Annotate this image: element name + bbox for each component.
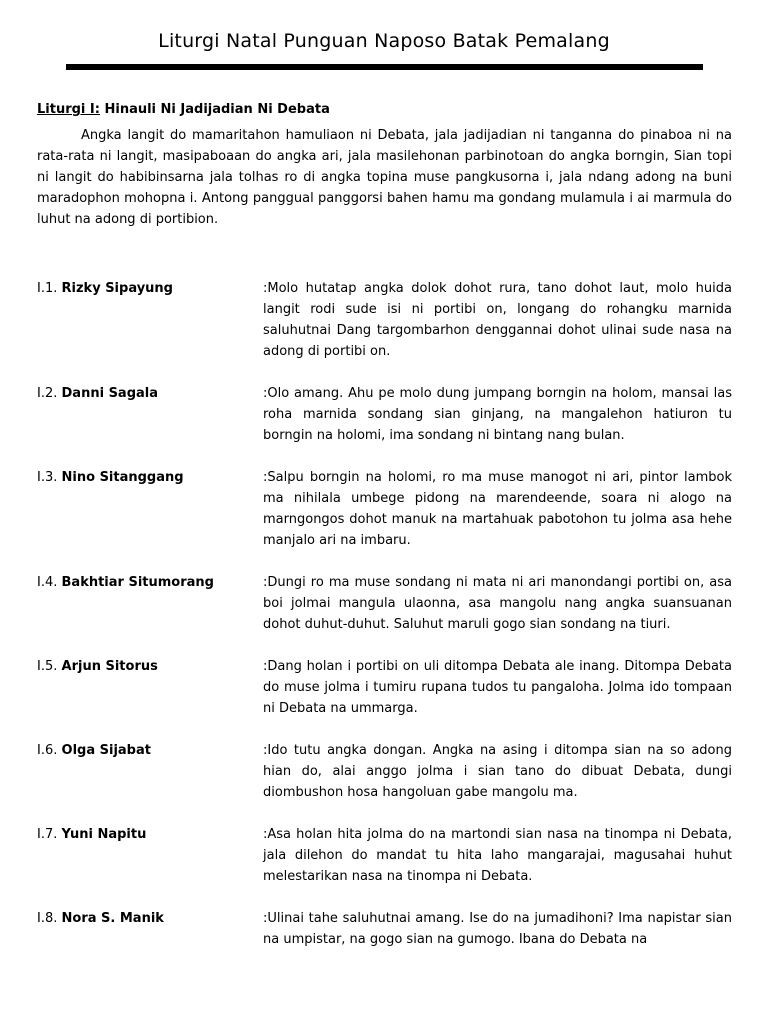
speaker-name: Yuni Napitu (61, 827, 147, 842)
page-title: Liturgi Natal Punguan Naposo Batak Pemalang (158, 30, 610, 52)
entry-text: :Asa holan hita jolma do na martondi sian nasa na tinompa ni Debata, jala dilehon do mandat tu hita laho mangarajai, magusahai huhut melestarikan nasa na tinompa ni Debata. (263, 827, 732, 884)
speaker (37, 740, 263, 803)
liturgy-entry (37, 278, 732, 362)
speaker (37, 467, 263, 551)
speaker-name: Bakhtiar Situmorang (61, 575, 214, 590)
entry-text: :Salpu borngin na holomi, ro ma muse manogot ni ari, pintor lambok ma nihilala umbege pidong na marendeende, soara ni alogo na marngongos dohot manuk na martahuak pabotohon tu jolma asa hehe manjalo ari na imbaru. (263, 470, 732, 548)
entry-text: :Dungi ro ma muse sondang ni mata ni ari manondangi portibi on, asa boi jolmai mangula ulaonna, asa mangolu nang angka suansuanan dohot duhut-duhut. Saluhut maruli gogo sian sondang na tiuri. (263, 575, 732, 632)
entry-text: :Olo amang. Ahu pe molo dung jumpang borngin na holom, mansai las roha marnida sondang sian ginjang, na mangalehon hatiuron tu borngin na holomi, ima sondang ni bintang nang bulan. (263, 386, 732, 443)
speaker-name: Danni Sagala (61, 386, 159, 401)
speaker (37, 656, 263, 719)
speaker-name: Rizky Sipayung (61, 281, 173, 296)
liturgy-entry (37, 740, 732, 803)
section-heading (37, 101, 330, 119)
entry-text: :Ido tutu angka dongan. Angka na asing i ditompa sian na so adong hian do, alai anggo jolma i sian tano do dibuat Debata, dungi diombushon hosa hangoluan gabe mangolu ma. (263, 743, 732, 800)
speaker-name: Olga Sijabat (61, 743, 151, 758)
entry-text: :Molo hutatap angka dolok dohot rura, tano dohot laut, molo huida langit rodi sude isi ni portibi on, longang do rohangku marnida saluhutnai Dang targombarhon denggannai dohot ulinai sude nasa na adong di portibi on. (263, 281, 732, 359)
section-label: Liturgi I: (37, 102, 100, 117)
intro-paragraph: Angka langit do mamaritahon hamuliaon ni Debata, jala jadijadian ni tanganna do pinaboa ni na rata-rata ni langit, masipaboaan do angka ari, jala masilehonan parbinotoan do angka borngin, Sian topi ni langit do habibinsarna jala tolhas ro di angka topina muse pangkusorna i, jala ndang adong na buni maradophon mohopna i. Antong panggual panggorsi bahen hamu ma gondang mulamula i ai marmula do luhut na adong di portibion. (37, 128, 732, 227)
speaker (37, 383, 263, 446)
entry-number: I.7. (37, 827, 58, 842)
entry-number: I.8. (37, 911, 58, 926)
entry-number: I.2. (37, 386, 58, 401)
title-divider (66, 64, 703, 70)
entry-number: I.6. (37, 743, 58, 758)
entry-number: I.3. (37, 470, 58, 485)
speaker (37, 908, 263, 950)
liturgy-entry (37, 383, 732, 446)
speaker-name: Arjun Sitorus (61, 659, 158, 674)
entry-number: I.1. (37, 281, 58, 296)
entry-text: :Dang holan i portibi on uli ditompa Debata ale inang. Ditompa Debata do muse jolma i tumiru rupana tudos tu pangaloha. Jolma ido tompaan ni Debata na ummarga. (263, 659, 732, 716)
liturgy-entry (37, 656, 732, 719)
liturgy-entry (37, 467, 732, 551)
entry-number: I.4. (37, 575, 58, 590)
liturgy-entries (37, 278, 732, 971)
section-title: Hinauli Ni Jadijadian Ni Debata (104, 102, 330, 117)
speaker (37, 278, 263, 362)
speaker (37, 572, 263, 635)
speaker-name: Nino Sitanggang (61, 470, 184, 485)
liturgy-entry (37, 908, 732, 950)
liturgy-entry (37, 824, 732, 887)
entry-number: I.5. (37, 659, 58, 674)
speaker (37, 824, 263, 887)
entry-text: :Ulinai tahe saluhutnai amang. Ise do na jumadihoni? Ima napistar sian na umpistar, na gogo sian na gumogo. Ibana do Debata na (263, 911, 732, 947)
speaker-name: Nora S. Manik (61, 911, 164, 926)
liturgy-entry (37, 572, 732, 635)
